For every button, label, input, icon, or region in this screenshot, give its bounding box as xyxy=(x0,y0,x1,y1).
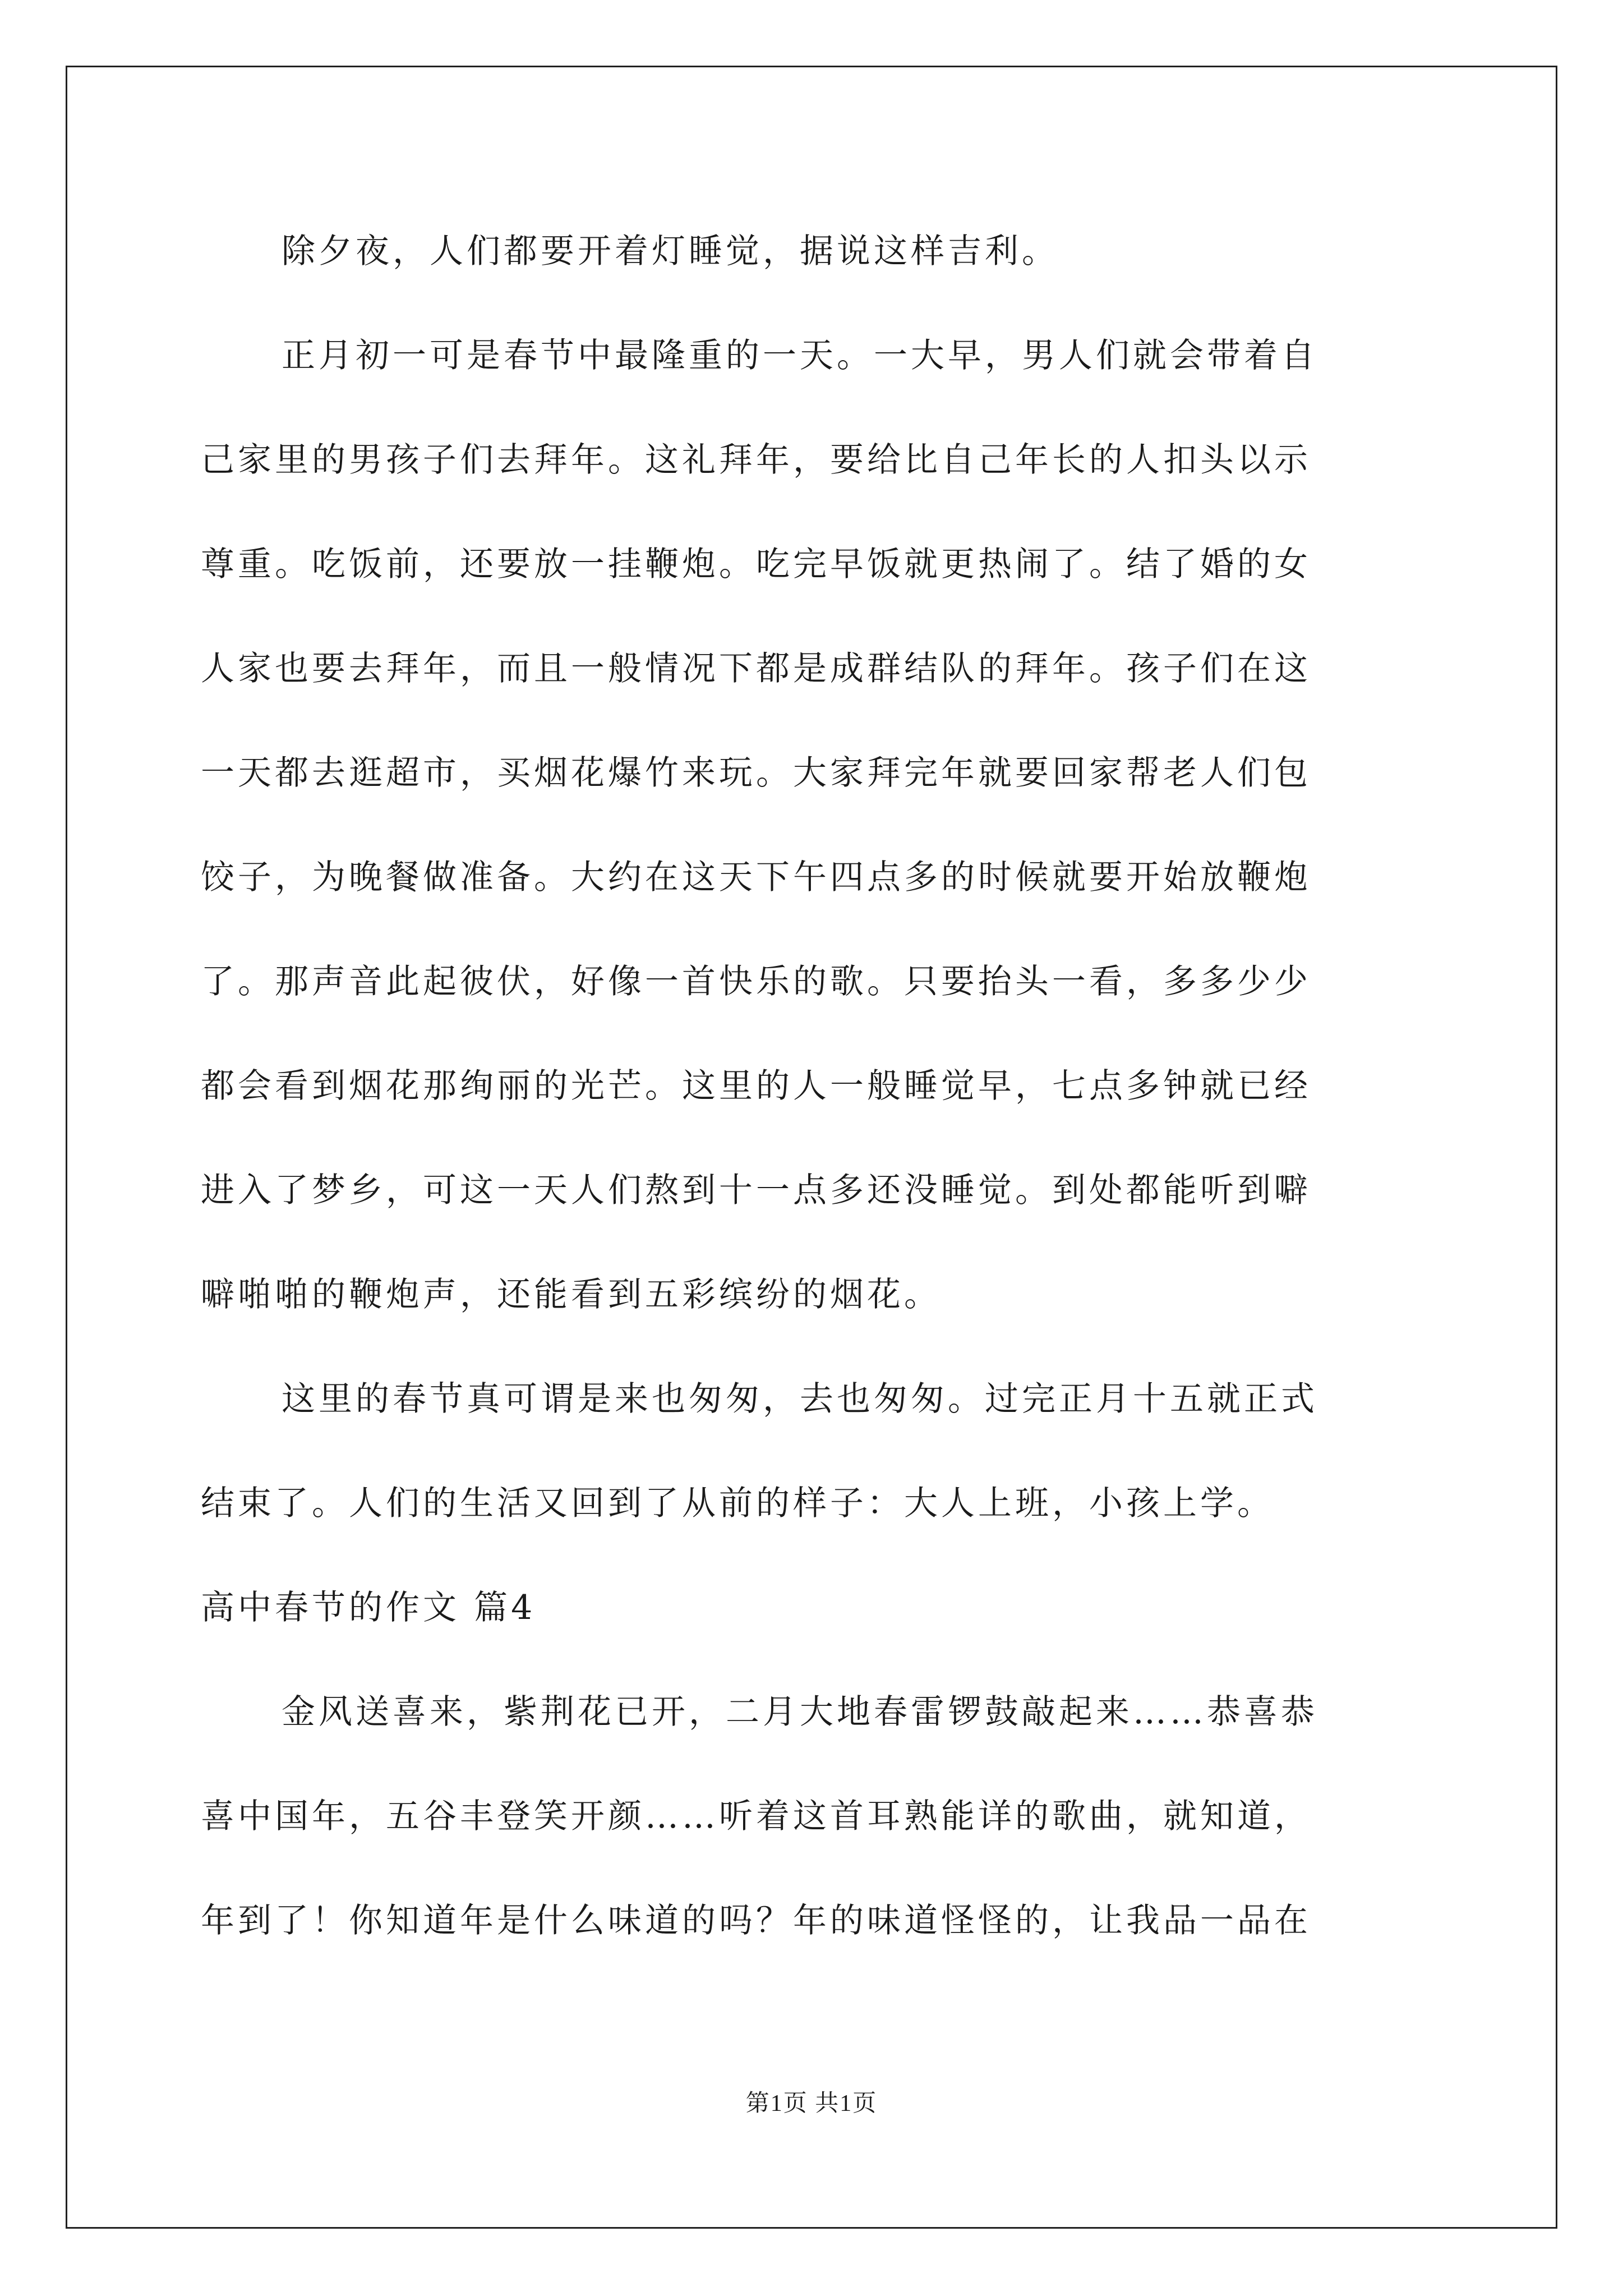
text-line: 己家里的男孩子们去拜年。这礼拜年，要给比自己年长的人扣头以示 xyxy=(201,440,1311,480)
text-line: 一天都去逛超市，买烟花爆竹来玩。大家拜完年就要回家帮老人们包 xyxy=(201,753,1311,793)
text-line: 年到了！你知道年是什么味道的吗？年的味道怪怪的，让我品一品在 xyxy=(201,1901,1311,1940)
section-heading: 高中春节的作文 篇4 xyxy=(201,1588,536,1627)
document-body xyxy=(201,199,1429,1973)
text-line: 正月初一可是春节中最隆重的一天。一大早，男人们就会带着自 xyxy=(282,336,1318,375)
text-line: 饺子，为晚餐做准备。大约在这天下午四点多的时候就要开始放鞭炮 xyxy=(201,858,1311,897)
text-line: 喜中国年，五谷丰登笑开颜……听着这首耳熟能详的歌曲，就知道， xyxy=(201,1797,1311,1836)
text-line: 都会看到烟花那绚丽的光芒。这里的人一般睡觉早，七点多钟就已经 xyxy=(201,1066,1311,1106)
page-footer: 第1页 共1页 xyxy=(745,2091,878,2116)
text-line: 除夕夜，人们都要开着灯睡觉，据说这样吉利。 xyxy=(282,232,1059,271)
text-line: 结束了。人们的生活又回到了从前的样子：大人上班，小孩上学。 xyxy=(201,1484,1274,1523)
text-line: 进入了梦乡，可这一天人们熬到十一点多还没睡觉。到处都能听到噼 xyxy=(201,1171,1311,1210)
text-line: 了。那声音此起彼伏，好像一首快乐的歌。只要抬头一看，多多少少 xyxy=(201,962,1311,1001)
text-line: 这里的春节真可谓是来也匆匆，去也匆匆。过完正月十五就正式 xyxy=(282,1379,1318,1419)
text-line: 金风送喜来，紫荆花已开，二月大地春雷锣鼓敲起来……恭喜恭 xyxy=(282,1692,1318,1732)
text-line: 尊重。吃饭前，还要放一挂鞭炮。吃完早饭就更热闹了。结了婚的女 xyxy=(201,545,1311,584)
text-line: 人家也要去拜年，而且一般情况下都是成群结队的拜年。孩子们在这 xyxy=(201,649,1311,688)
text-line: 噼啪啪的鞭炮声，还能看到五彩缤纷的烟花。 xyxy=(201,1275,941,1314)
